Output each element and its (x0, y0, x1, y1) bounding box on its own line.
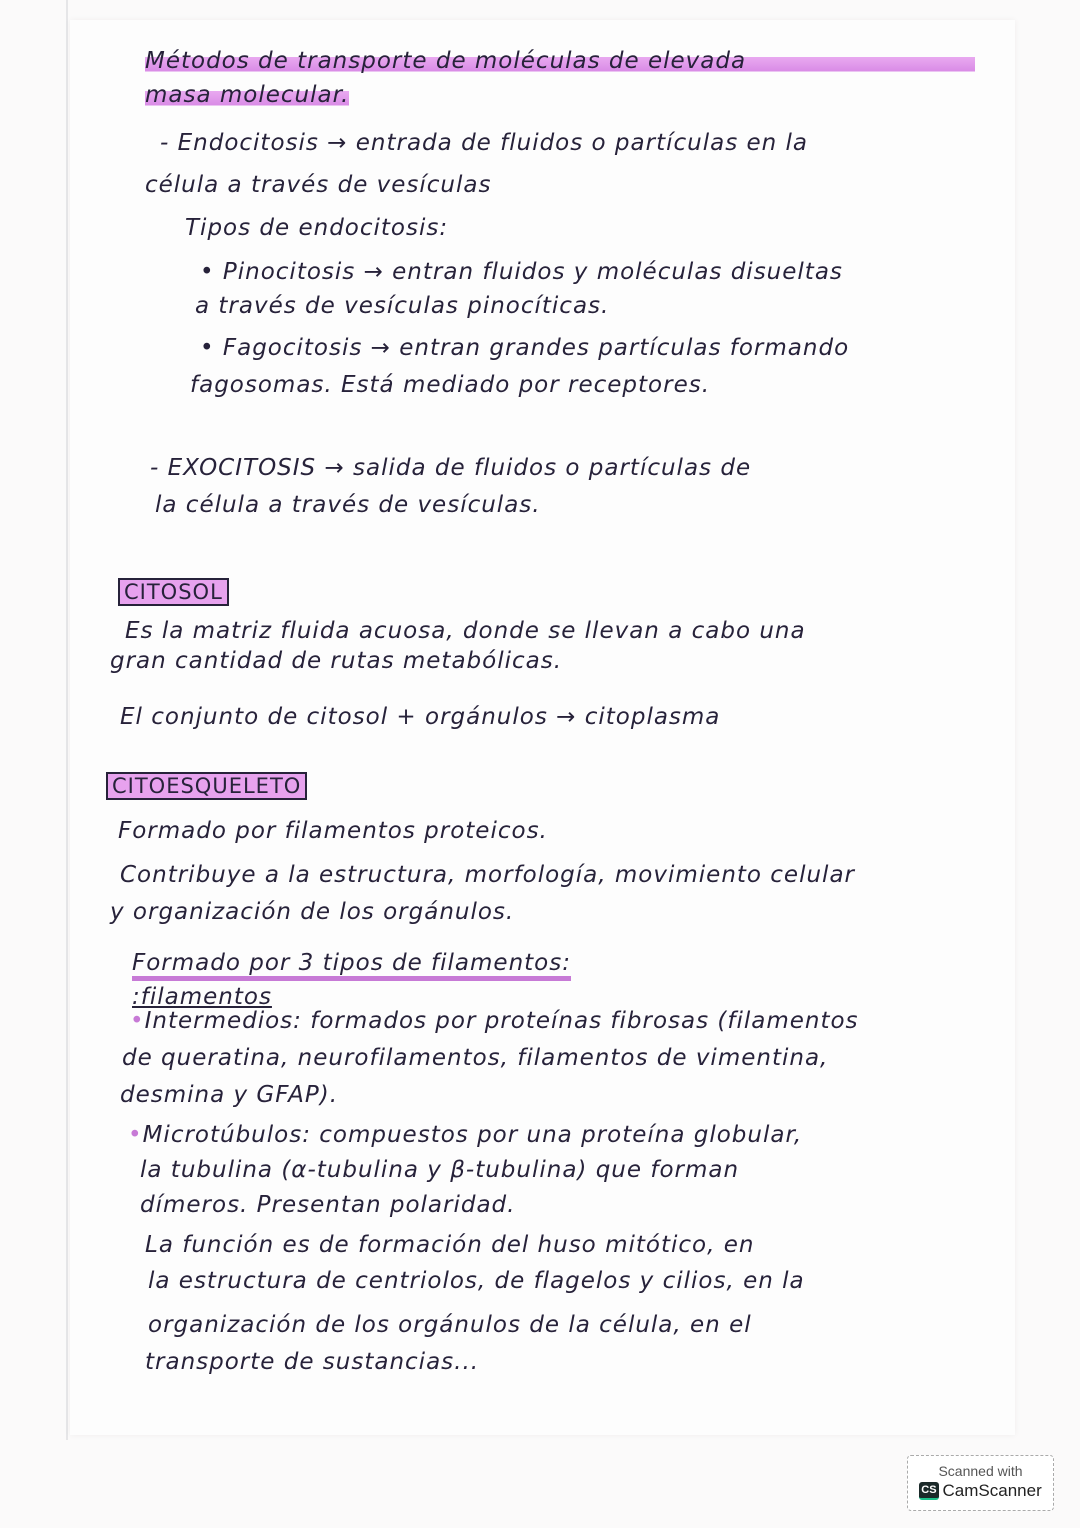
camscanner-logo-icon: CS (919, 1482, 938, 1500)
exocitosis-def: - EXOCITOSIS → salida de fluidos o partículas de (150, 455, 752, 481)
bullet-icon: • (130, 1008, 145, 1034)
text-line: de queratina, neurofilamentos, filamentos de vimentina, (122, 1045, 829, 1071)
text-line: gran cantidad de rutas metabólicas. (110, 648, 563, 674)
text-line: la tubulina (α-tubulina y β-tubulina) que forman (140, 1157, 740, 1183)
text-line: desmina y GFAP). (120, 1082, 339, 1108)
microtubulos-item: •Microtúbulos: compuestos por una proteína globular, (128, 1122, 803, 1148)
text-line: fagosomas. Está mediado por receptores. (190, 372, 711, 398)
citosol-def: Es la matriz fluida acuosa, donde se llevan a cabo una (125, 618, 806, 644)
text-line: a través de vesículas pinocíticas. (195, 293, 610, 319)
pinocitosis-item: • Pinocitosis → entran fluidos y moléculas disueltas (200, 259, 843, 285)
filament-types-heading: Formado por 3 tipos de filamentos: (132, 950, 571, 981)
badge-brand: CamScanner (942, 1481, 1042, 1500)
endocitosis-def: - Endocitosis → entrada de fluidos o partículas en la (160, 130, 809, 156)
text-line: dímeros. Presentan polaridad. (140, 1192, 516, 1218)
text-line: organización de los orgánulos de la célula, en el (148, 1312, 752, 1338)
heading-transport-methods: Métodos de transporte de moléculas de elevada (145, 48, 975, 74)
bullet-icon: • (128, 1122, 143, 1148)
fagocitosis-item: • Fagocitosis → entran grandes partículas formando (200, 335, 850, 361)
text-line: y organización de los orgánulos. (110, 899, 515, 925)
text-line: célula a través de vesículas (145, 172, 492, 198)
text-line: Contribuye a la estructura, morfología, movimiento celular (120, 862, 855, 888)
text-line: la estructura de centriolos, de flagelos y cilios, en la (148, 1268, 805, 1294)
citoesqueleto-def: Formado por filamentos proteicos. (118, 818, 548, 844)
camscanner-badge (907, 1455, 1054, 1511)
citoplasma-def: El conjunto de citosol + orgánulos → citoplasma (120, 704, 721, 730)
heading-transport-methods-cont: masa molecular. (145, 82, 350, 108)
text-line: la célula a través de vesículas. (155, 492, 541, 518)
page-edge (66, 0, 68, 1440)
section-title-citosol: CITOSOL (118, 578, 229, 606)
section-title-citoesqueleto: CITOESQUELETO (106, 772, 307, 800)
text-line: transporte de sustancias... (145, 1349, 480, 1375)
filamentos-label: :filamentos (132, 984, 272, 1010)
endocitosis-types-label: Tipos de endocitosis: (185, 215, 449, 241)
intermedios-item: •Intermedios: formados por proteínas fibrosas (filamentos (130, 1008, 859, 1034)
badge-scanned-with: Scanned with (938, 1463, 1023, 1479)
text-line: La función es de formación del huso mitótico, en (145, 1232, 755, 1258)
